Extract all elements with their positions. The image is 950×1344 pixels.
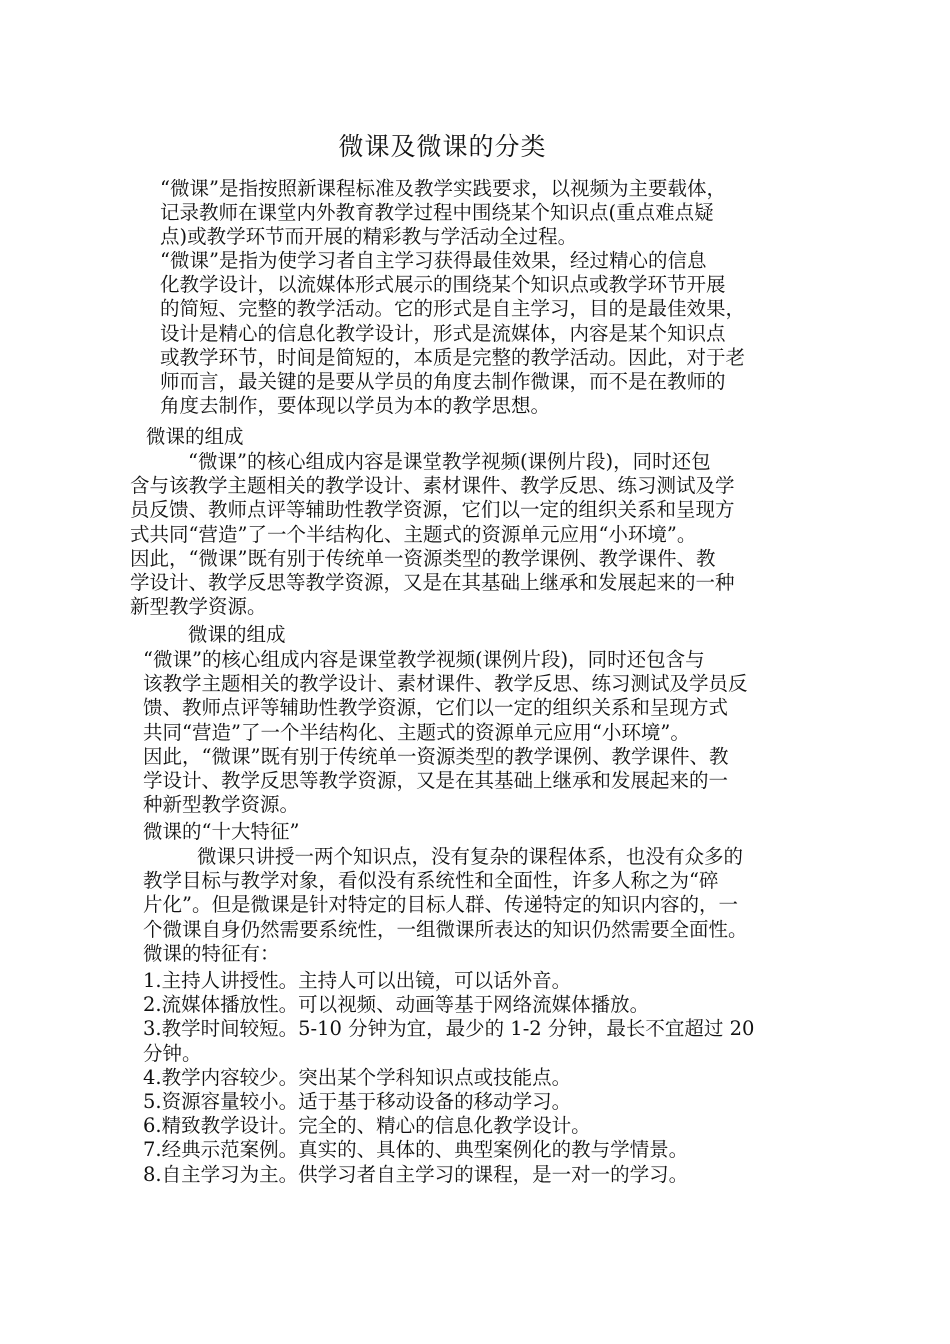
text-line: 学设计、教学反思等教学资源，又是在其基础上继承和发展起来的一种 (130, 571, 735, 595)
list-item: 分钟。 (143, 1041, 202, 1065)
features-list (143, 969, 833, 1187)
text-line: 点)或教学环节而开展的精彩教与学活动全过程。 (160, 225, 578, 249)
text-line: 学设计、教学反思等教学资源，又是在其基础上继承和发展起来的一 (143, 769, 729, 793)
text-line: 教学目标与教学对象，看似没有系统性和全面性，许多人称之为“碎 (143, 869, 719, 893)
text-line: 式共同“营造”了一个半结构化、主题式的资源单元应用“小环境”。 (130, 522, 697, 546)
text-line: 该教学主题相关的教学设计、素材课件、教学反思、练习测试及学员反 (143, 672, 748, 696)
intro-paragraph-1 (160, 177, 830, 250)
text-line: 种新型教学资源。 (143, 793, 300, 817)
text-line: 含与该教学主题相关的教学设计、素材课件、教学反思、练习测试及学 (130, 474, 735, 498)
text-line: 微课只讲授一两个知识点，没有复杂的课程体系，也没有众多的 (197, 845, 744, 868)
list-item: 4.教学内容较少。突出某个学科知识点或技能点。 (143, 1065, 572, 1089)
text-line: “微课”的核心组成内容是课堂教学视频(课例片段)，同时还包 (188, 450, 711, 473)
text-line: 片化”。但是微课是针对特定的目标人群、传递特定的知识内容的，一 (143, 893, 738, 917)
list-item: 2.流媒体播放性。可以视频、动画等基于网络流媒体播放。 (143, 993, 650, 1017)
text-line: “微课”是指为使学习者自主学习获得最佳效果，经过精心的信息 (160, 249, 707, 272)
text-line: 化教学设计，以流媒体形式展示的围绕某个知识点或教学环节开展 (160, 273, 726, 297)
list-item: 8.自主学习为主。供学习者自主学习的课程，是一对一的学习。 (143, 1162, 689, 1186)
text-line: 新型教学资源。 (130, 595, 267, 619)
text-line: 共同“营造”了一个半结构化、主题式的资源单元应用“小环境”。 (143, 720, 690, 744)
text-line: 员反馈、教师点评等辅助性教学资源，它们以一定的组织关系和呈现方 (130, 498, 735, 522)
intro-paragraph-2 (160, 249, 830, 418)
section-heading-composition-repeat: 微课的组成 (188, 623, 286, 646)
list-item: 6.精致教学设计。完全的、精心的信息化教学设计。 (143, 1114, 591, 1138)
text-line: 馈、教师点评等辅助性教学资源，它们以一定的组织关系和呈现方式 (143, 696, 729, 720)
section-heading-features: 微课的“十大特征” (143, 820, 300, 843)
text-line: 的简短、完整的教学活动。它的形式是自主学习，目的是最佳效果， (160, 297, 746, 321)
text-line: 因此，“微课”既有别于传统单一资源类型的教学课例、教学课件、教 (143, 744, 729, 768)
section-heading-composition: 微课的组成 (146, 425, 244, 448)
list-item: 7.经典示范案例。真实的、具体的、典型案例化的教与学情景。 (143, 1138, 689, 1162)
text-line: 个微课自身仍然需要系统性，一组微课所表达的知识仍然需要全面性。 (143, 917, 748, 941)
text-line: “微课”是指按照新课程标准及教学实践要求，以视频为主要载体， (160, 177, 726, 200)
text-line: 师而言，最关键的是要从学员的角度去制作微课，而不是在教师的 (160, 370, 726, 394)
text-line: 角度去制作，要体现以学员为本的教学思想。 (160, 394, 551, 418)
composition-paragraph-2 (143, 648, 833, 817)
text-line: 因此，“微课”既有别于传统单一资源类型的教学课例、教学课件、教 (130, 546, 716, 570)
page-title: 微课及微课的分类 (338, 132, 547, 161)
text-line: 设计是精心的信息化教学设计，形式是流媒体，内容是某个知识点 (160, 321, 726, 345)
features-paragraph (143, 845, 833, 966)
list-item: 5.资源容量较小。适于基于移动设备的移动学习。 (143, 1090, 572, 1114)
text-line: 微课的特征有： (143, 941, 280, 965)
text-line: 或教学环节，时间是简短的，本质是完整的教学活动。因此，对于老 (160, 345, 746, 369)
text-line: “微课”的核心组成内容是课堂教学视频(课例片段)，同时还包含与 (143, 648, 705, 671)
text-line: 记录教师在课堂内外教育教学过程中围绕某个知识点(重点难点疑 (160, 201, 714, 225)
list-item: 3.教学时间较短。5-10 分钟为宜，最少的 1-2 分钟，最长不宜超过 20 (143, 1017, 755, 1041)
composition-paragraph-1 (130, 450, 820, 619)
list-item: 1.主持人讲授性。主持人可以出镜，可以话外音。 (143, 969, 572, 992)
